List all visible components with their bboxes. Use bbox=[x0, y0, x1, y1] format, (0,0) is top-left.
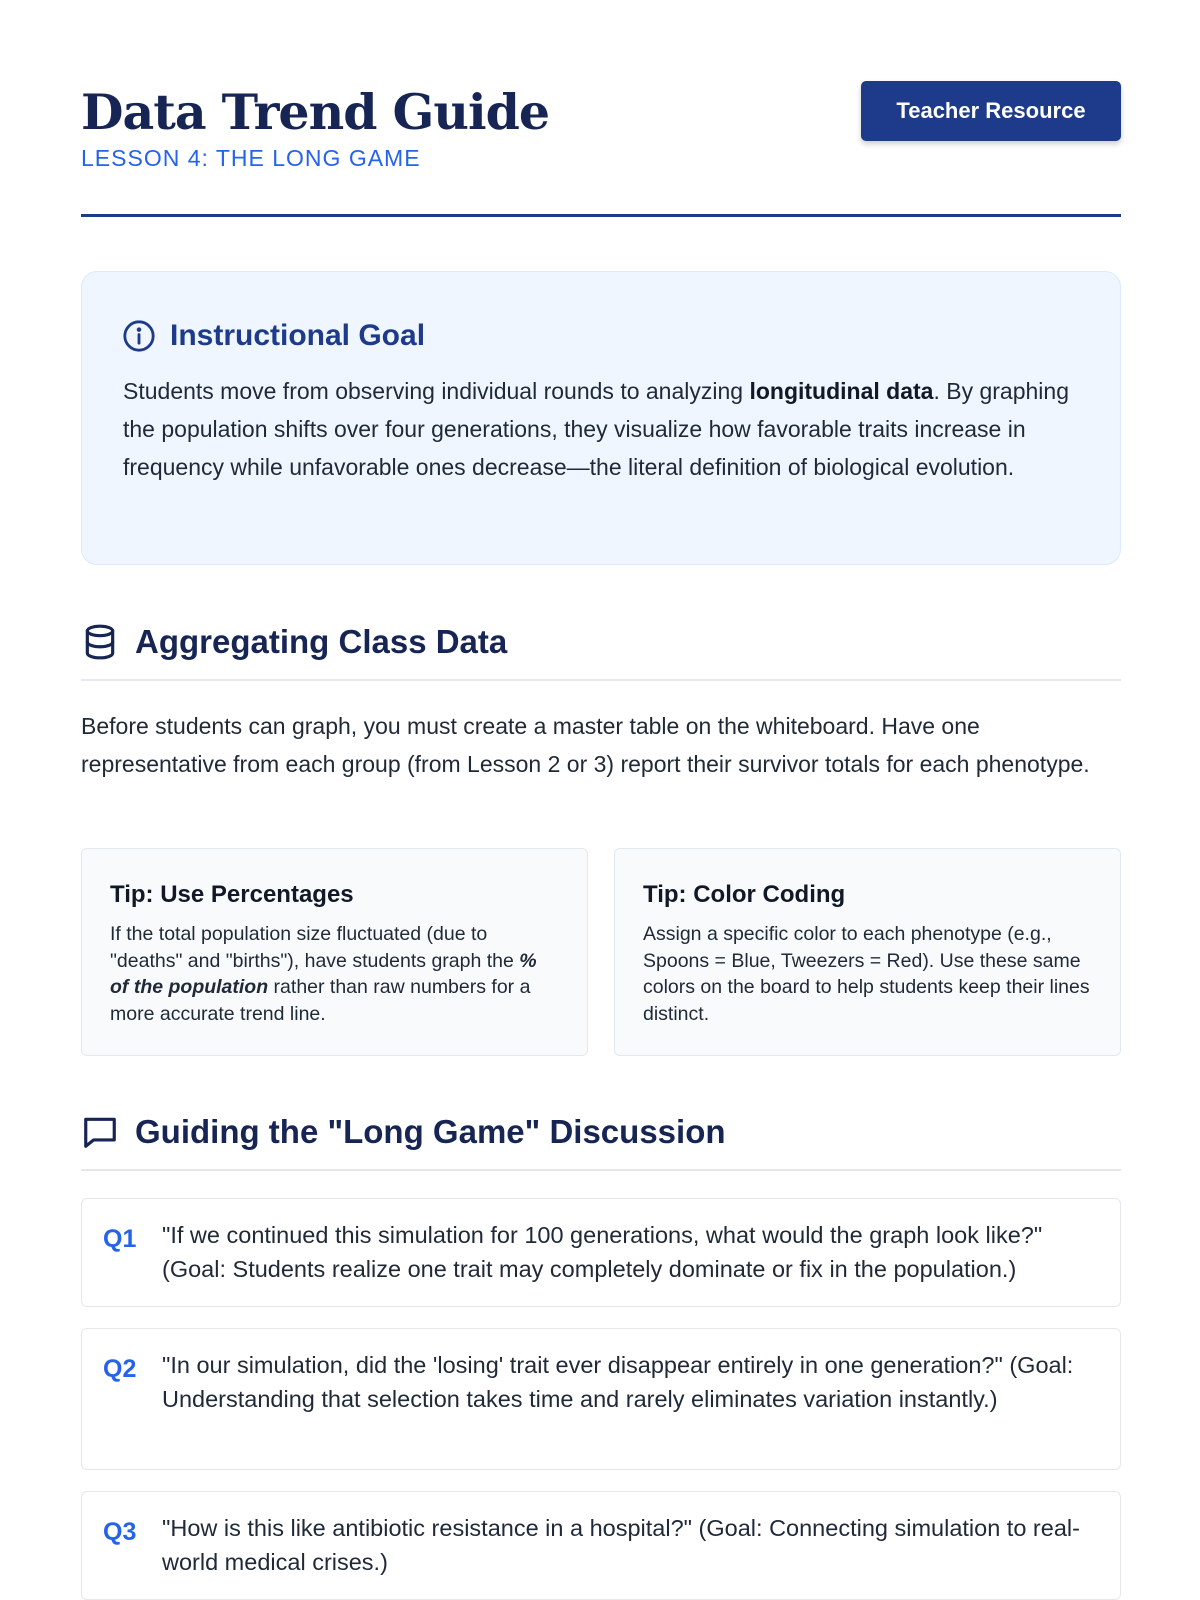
page-header bbox=[81, 80, 1121, 217]
page-title: Data Trend Guide bbox=[81, 83, 550, 141]
aggregating-paragraph: Before students can graph, you must create a master table on the whiteboard. Have one representative from each group (from Lesson 2 or 3) report their survivor totals for each phenotype. bbox=[81, 713, 1090, 777]
lesson-subtitle: LESSON 4: THE LONG GAME bbox=[81, 145, 421, 171]
tip-text: If the total population size fluctuated (due to "deaths" and "births"), have students graph the % of the population rather than raw numbers for a more accurate trend line. bbox=[110, 923, 537, 1025]
question-number: Q1 bbox=[103, 1225, 137, 1253]
aggregating-section-header bbox=[81, 619, 1121, 681]
discussion-section-header bbox=[81, 1109, 1121, 1171]
teacher-resource-button[interactable]: Teacher Resource bbox=[861, 81, 1121, 141]
database-icon bbox=[81, 623, 119, 661]
question-text: "If we continued this simulation for 100 generations, what would the graph look like?" (Goal: Students realize one trait may completely dominate or fix in the population.) bbox=[162, 1222, 1043, 1282]
question-text: "In our simulation, did the 'losing' trait ever disappear entirely in one generation?" (Goal: Understanding that selection takes time and rarely eliminates variation instantly.) bbox=[162, 1352, 1074, 1412]
instructional-goal-card bbox=[81, 271, 1121, 565]
tip-title: Tip: Color Coding bbox=[643, 881, 846, 908]
question-card bbox=[81, 1328, 1121, 1470]
tip-card-percentages bbox=[81, 848, 588, 1056]
question-card bbox=[81, 1198, 1121, 1307]
question-number: Q2 bbox=[103, 1355, 137, 1383]
question-number: Q3 bbox=[103, 1518, 137, 1546]
tip-text: Assign a specific color to each phenotype (e.g., Spoons = Blue, Tweezers = Red). Use these same colors on the board to help students keep their lines distinct. bbox=[643, 923, 1090, 1025]
discussion-section-title: Guiding the "Long Game" Discussion bbox=[135, 1113, 726, 1150]
goal-title: Instructional Goal bbox=[170, 319, 426, 352]
info-icon bbox=[122, 319, 156, 353]
goal-emphasis: longitudinal data bbox=[749, 378, 934, 404]
tip-emphasis: % of the population bbox=[110, 949, 537, 998]
goal-text: Students move from observing individual rounds to analyzing longitudinal data. By graphing the population shifts over four generations, they visualize how favorable traits increase in frequency while unfavorable ones decrease—the literal definition of biological evolution. bbox=[123, 378, 1069, 480]
goal-header bbox=[122, 316, 425, 356]
chat-bubble-icon bbox=[81, 1113, 119, 1151]
aggregating-section-title: Aggregating Class Data bbox=[135, 623, 508, 660]
tip-card-color-coding bbox=[614, 848, 1121, 1056]
question-text: "How is this like antibiotic resistance in a hospital?" (Goal: Connecting simulation to real-world medical crises.) bbox=[162, 1515, 1080, 1575]
question-card bbox=[81, 1491, 1121, 1600]
tip-title: Tip: Use Percentages bbox=[110, 881, 354, 908]
